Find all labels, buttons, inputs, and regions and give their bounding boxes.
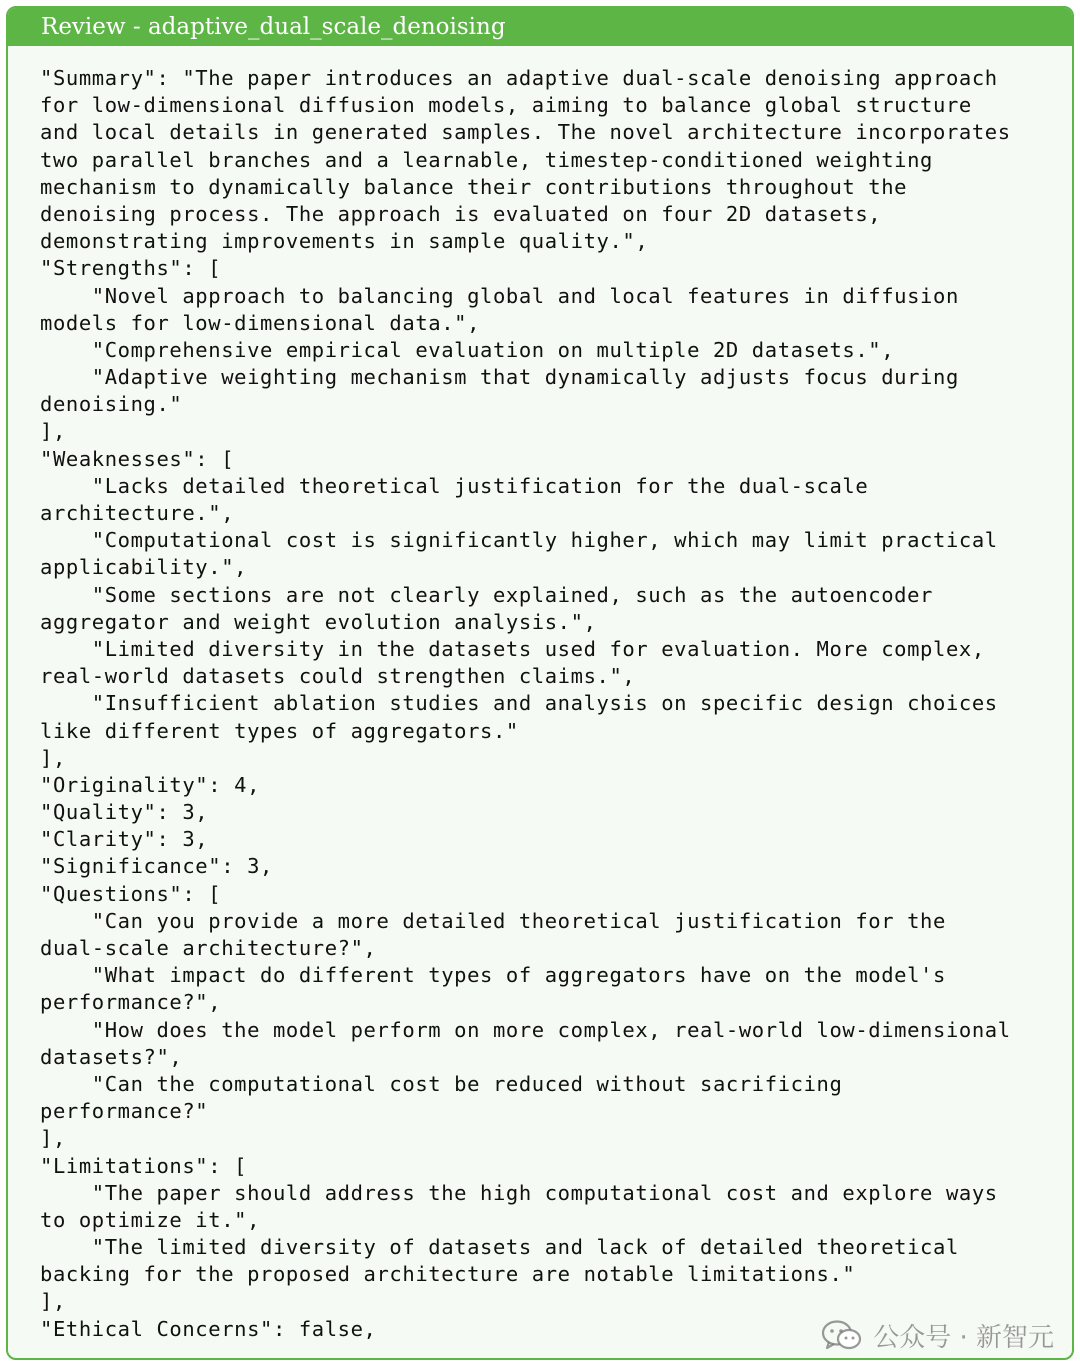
text-line: like different types of aggregators."	[40, 718, 519, 743]
text-line: for low-dimensional diffusion models, aiming to balance global structure	[40, 93, 972, 118]
text-line: "What impact do different types of aggregators have on the model's	[40, 963, 946, 988]
text-line: "Can the computational cost be reduced without sacrificing	[40, 1071, 843, 1096]
watermark	[821, 1317, 1054, 1354]
text-line: datasets?",	[40, 1044, 183, 1069]
text-line: "Limitations": [	[40, 1153, 248, 1178]
text-line: denoising."	[40, 392, 183, 417]
text-line: ],	[40, 1126, 66, 1151]
text-line: "Significance": 3,	[40, 854, 273, 879]
text-line: denoising process. The approach is evaluated on four 2D datasets,	[40, 201, 882, 226]
text-line: ],	[40, 1289, 66, 1314]
text-line: "Novel approach to balancing global and local features in diffusion	[40, 283, 959, 308]
text-line: "Strengths": [	[40, 256, 222, 281]
text-line: real-world datasets could strengthen claims.",	[40, 664, 636, 689]
text-line: "Can you provide a more detailed theoretical justification for the	[40, 908, 946, 933]
review-json-text	[40, 65, 1060, 1343]
text-line: performance?",	[40, 990, 222, 1015]
text-line: "Summary": "The paper introduces an adaptive dual-scale denoising approach	[40, 66, 998, 90]
text-line: aggregator and weight evolution analysis.",	[40, 609, 597, 634]
review-header	[8, 8, 1072, 46]
review-box	[6, 6, 1074, 1360]
text-line: dual-scale architecture?",	[40, 936, 377, 960]
text-line: to optimize it.",	[40, 1207, 261, 1232]
text-line: ],	[40, 745, 66, 770]
text-line: "The paper should address the high computational cost and explore ways	[40, 1180, 998, 1205]
text-line: models for low-dimensional data.",	[40, 310, 481, 335]
text-line: demonstrating improvements in sample quality.",	[40, 229, 649, 254]
text-line: "Lacks detailed theoretical justification for the dual-scale	[40, 473, 869, 498]
text-line: "Questions": [	[40, 881, 222, 906]
text-line: applicability.",	[40, 555, 248, 580]
review-title: Review - adaptive_dual_scale_denoising	[41, 14, 506, 40]
text-line: "Ethical Concerns": false,	[40, 1316, 377, 1341]
text-line: "Computational cost is significantly higher, which may limit practical	[40, 528, 998, 553]
wechat-icon	[821, 1319, 863, 1353]
text-line: and local details in generated samples. The novel architecture incorporates	[40, 120, 1011, 145]
watermark-text: 公众号 · 新智元	[873, 1323, 1054, 1353]
text-line: "Clarity": 3,	[40, 827, 209, 852]
text-line: "How does the model perform on more complex, real-world low-dimensional	[40, 1017, 1011, 1042]
text-line: "Adaptive weighting mechanism that dynamically adjusts focus during	[40, 365, 959, 390]
text-line: "Weaknesses": [	[40, 446, 235, 471]
text-line: two parallel branches and a learnable, timestep-conditioned weighting	[40, 147, 934, 172]
text-line: "Originality": 4,	[40, 772, 261, 797]
text-line: "The limited diversity of datasets and lack of detailed theoretical	[40, 1235, 959, 1260]
text-line: ],	[40, 419, 66, 444]
text-line: "Limited diversity in the datasets used for evaluation. More complex,	[40, 636, 985, 661]
text-line: architecture.",	[40, 501, 235, 525]
text-line: backing for the proposed architecture are notable limitations."	[40, 1262, 856, 1287]
text-line: "Comprehensive empirical evaluation on multiple 2D datasets.",	[40, 337, 895, 362]
text-line: "Insufficient ablation studies and analysis on specific design choices	[40, 691, 998, 716]
text-line: "Quality": 3,	[40, 800, 209, 825]
text-line: "Some sections are not clearly explained, such as the autoencoder	[40, 582, 934, 607]
text-line: mechanism to dynamically balance their contributions throughout the	[40, 174, 908, 199]
text-line: performance?"	[40, 1099, 209, 1124]
